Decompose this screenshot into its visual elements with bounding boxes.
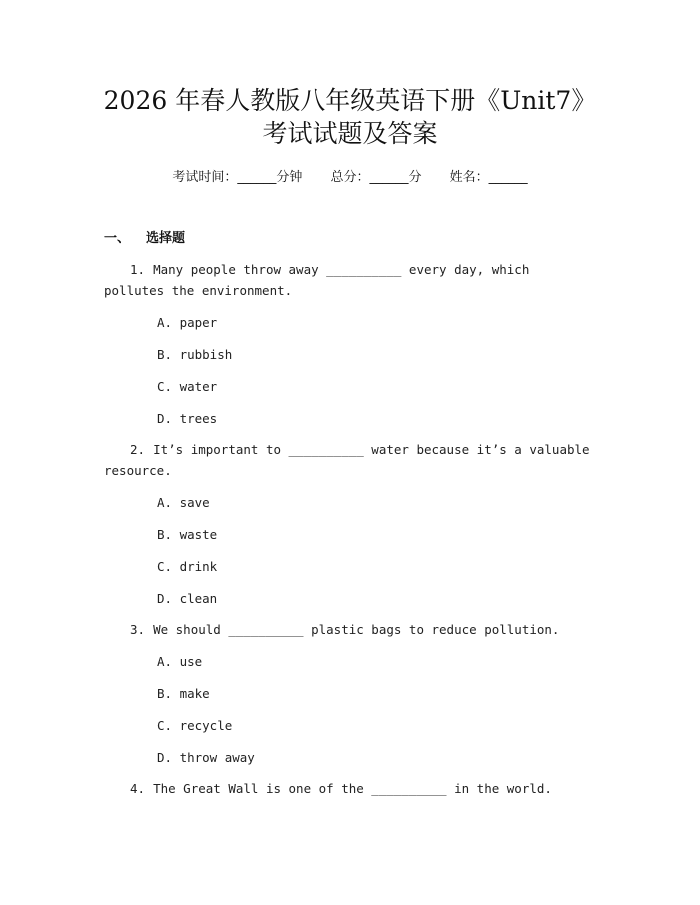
q3-option-b: B. make: [157, 686, 210, 701]
section-number: 一、: [104, 231, 131, 246]
question-text: It’s important to __________ water because it’s a valuable resource.: [104, 442, 590, 478]
question-text: We should __________ plastic bags to reduce pollution.: [153, 622, 560, 637]
student-name-field: 姓名：______: [449, 170, 528, 185]
q2-option-a: A. save: [157, 495, 210, 510]
section-title: 选择题: [146, 231, 186, 246]
exam-title-line-1: 2026 年春人教版八年级英语下册《Unit7》: [103, 86, 597, 115]
question-number: 4.: [130, 781, 146, 796]
q1-option-b: B. rubbish: [157, 347, 233, 362]
question-4: [104, 778, 596, 799]
question-number: 2.: [130, 442, 146, 457]
question-text: Many people throw away __________ every day, which pollutes the environment.: [104, 262, 530, 298]
q1-option-c: C. water: [157, 379, 218, 394]
question-number: 1.: [130, 262, 146, 277]
question-2: [104, 439, 596, 481]
q1-option-a: A. paper: [157, 315, 218, 330]
q2-option-b: B. waste: [157, 527, 218, 542]
q1-option-d: D. trees: [157, 411, 218, 426]
question-text: The Great Wall is one of the __________ in the world.: [153, 781, 552, 796]
q2-option-c: C. drink: [157, 559, 218, 574]
q3-option-a: A. use: [157, 654, 203, 669]
exam-time-field: 考试时间：______分钟: [172, 170, 303, 185]
question-1: [104, 259, 596, 301]
question-3: [104, 619, 596, 640]
q2-option-d: D. clean: [157, 591, 218, 606]
exam-meta-row: [0, 169, 700, 187]
q3-option-d: D. throw away: [157, 750, 255, 765]
question-number: 3.: [130, 622, 146, 637]
total-score-field: 总分：______分: [330, 170, 422, 185]
section-heading: [104, 230, 185, 248]
q3-option-c: C. recycle: [157, 718, 233, 733]
exam-title-line-2: 考试试题及答案: [262, 119, 438, 148]
